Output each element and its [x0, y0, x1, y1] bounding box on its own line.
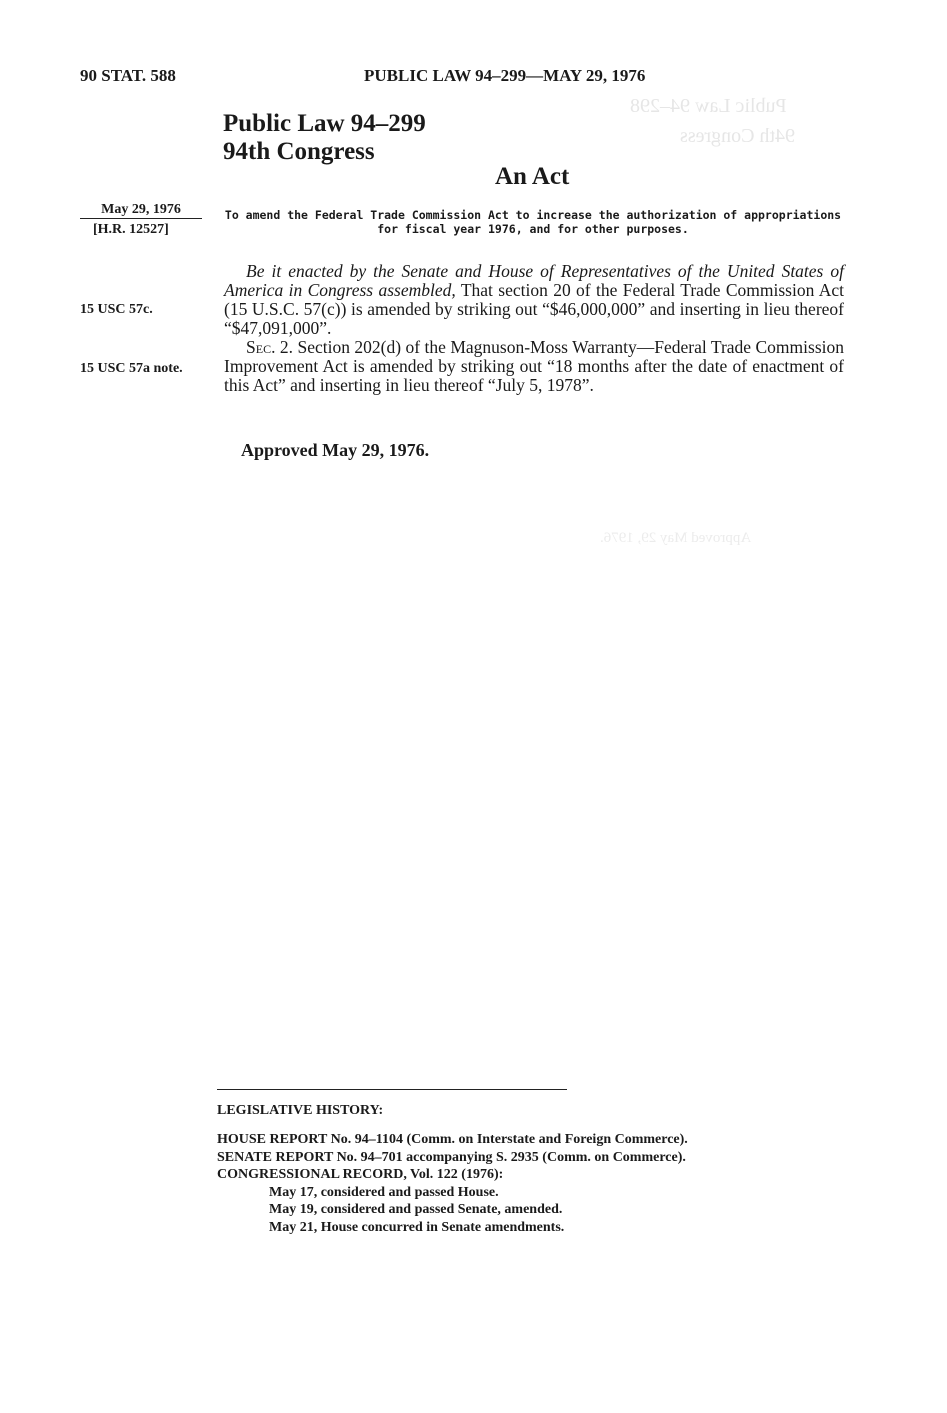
running-title: PUBLIC LAW 94–299—MAY 29, 1976 [364, 66, 646, 85]
margin-citation-57a-note: 15 USC 57a note. [80, 361, 183, 376]
section-1-paragraph [224, 262, 844, 338]
approval-date: Approved May 29, 1976. [241, 440, 430, 460]
bleed-through-text: Approved May 29, 1976. [600, 530, 752, 546]
legislative-history-rule [217, 1089, 567, 1090]
act-purpose: To amend the Federal Trade Commission Act to increase the authorization of appropriations for fiscal year 1976, and for other purposes. [224, 208, 842, 236]
page-reference: 90 STAT. 588 [80, 66, 176, 85]
public-law-number: Public Law 94–299 [223, 110, 426, 137]
history-event: May 19, considered and passed Senate, amended. [269, 1202, 563, 1217]
history-event: May 17, considered and passed House. [269, 1184, 499, 1200]
house-report: HOUSE REPORT No. 94–1104 (Comm. on Interstate and Foreign Commerce). [217, 1132, 688, 1147]
enacting-clause: Be it enacted by the Senate and House of Representatives of the United States of America in Congress assembled, [224, 261, 844, 300]
margin-bill-number: [H.R. 12527] [93, 222, 169, 237]
margin-date: May 29, 1976 [80, 202, 202, 219]
margin-citation-57c: 15 USC 57c. [80, 302, 153, 317]
bleed-through-text: 94th Congress [680, 125, 795, 147]
history-event: May 21, House concurred in Senate amendments. [269, 1219, 565, 1235]
act-body [224, 262, 844, 395]
legislative-history-list [217, 1131, 837, 1236]
legislative-history-heading: LEGISLATIVE HISTORY: [217, 1103, 384, 1118]
senate-report: SENATE REPORT No. 94–701 accompanying S. 2935 (Comm. on Commerce). [217, 1149, 686, 1165]
section-2-label: Sec. [246, 337, 276, 357]
congress-number: 94th Congress [223, 138, 375, 165]
section-2-paragraph [224, 338, 844, 395]
bleed-through-text: Public Law 94–298 [630, 95, 787, 117]
congressional-record: CONGRESSIONAL RECORD, Vol. 122 (1976): [217, 1167, 504, 1182]
act-heading: An Act [495, 163, 570, 190]
section-2-text: 2. Section 202(d) of the Magnuson-Moss Warranty—Federal Trade Commission Improvement Act is amended by striking out “18 months after the date of enactment of this Act” and inserting in lieu thereof “July 5, 1978”. [224, 337, 844, 395]
section-1-text: That section 20 of the Federal Trade Commission Act (15 U.S.C. 57(c)) is amended by striking out “$46,000,000” and inserting in lieu thereof “$47,091,000”. [224, 280, 844, 338]
